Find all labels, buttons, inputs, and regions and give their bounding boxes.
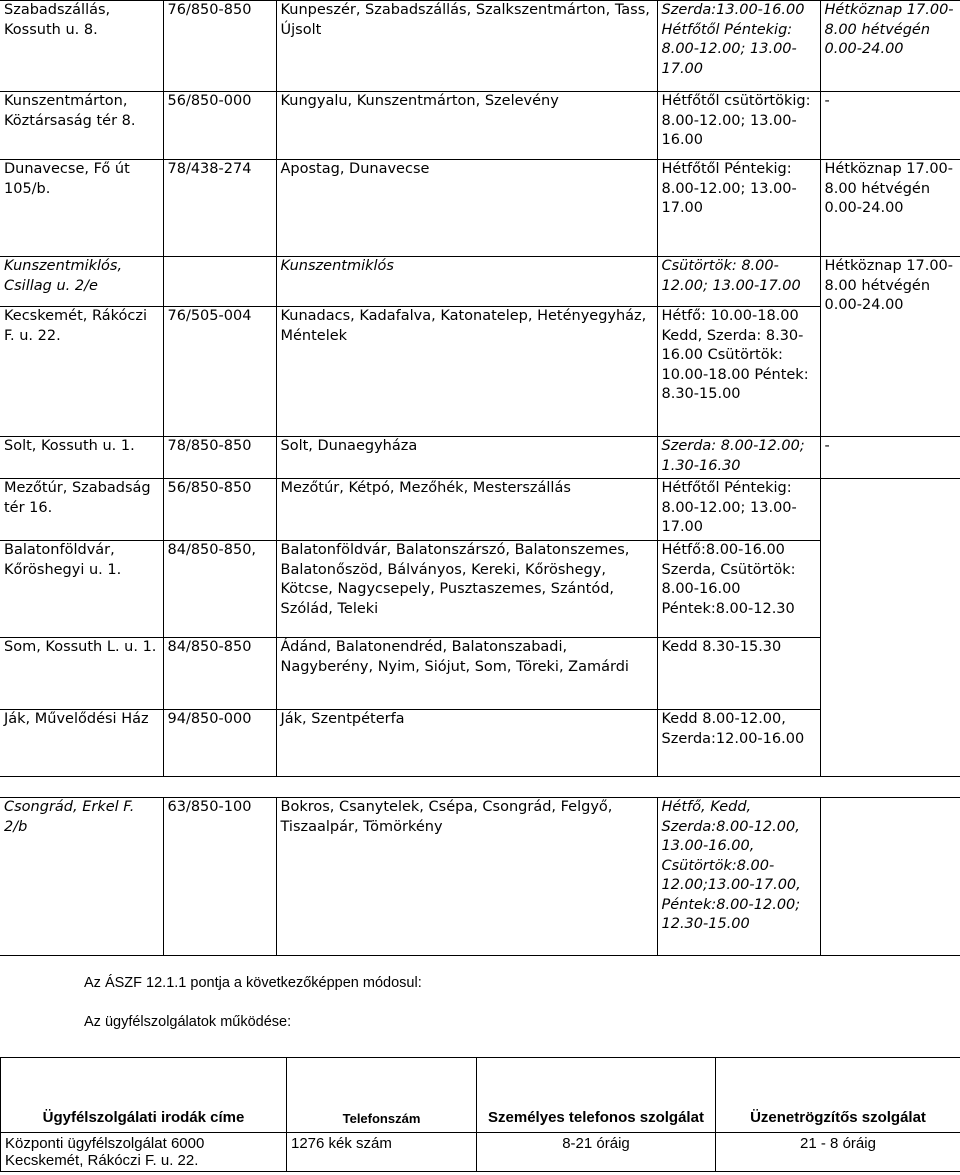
- note-operation: Az ügyfélszolgálatok működése:: [84, 1014, 292, 1030]
- office-address: Mezőtúr, Szabadság tér 16.: [0, 479, 163, 541]
- office-settlements: Solt, Dunaegyháza: [276, 437, 657, 479]
- office-settlements: Apostag, Dunavecse: [276, 160, 657, 257]
- office-address: Kunszentmiklós, Csillag u. 2/e: [0, 257, 163, 307]
- office-address: Kunszentmárton, Köztársaság tér 8.: [0, 92, 163, 160]
- column-header-answering: Üzenetrögzítős szolgálat: [716, 1058, 960, 1133]
- office-hours: Hétfő:8.00-16.00 Szerda, Csütörtök: 8.00-16.00 Péntek:8.00-12.30: [657, 541, 820, 638]
- office-address: Balatonföldvár, Kőröshegyi u. 1.: [0, 541, 163, 638]
- table-row: [0, 437, 960, 479]
- office-hours: Szerda: 8.00-12.00; 1.30-16.30: [657, 437, 820, 479]
- office-settlements: Kunadacs, Kadafalva, Katonatelep, Hetényegyház, Méntelek: [276, 307, 657, 437]
- office-code: 78/850-850: [163, 437, 276, 479]
- office-address: Kecskemét, Rákóczi F. u. 22.: [0, 307, 163, 437]
- office-hours: Hétfőtől Péntekig: 8.00-12.00; 13.00-17.00: [657, 479, 820, 541]
- table-row: [0, 710, 960, 777]
- spacer: [0, 777, 960, 798]
- office-settlements: Balatonföldvár, Balatonszárszó, Balatonszemes, Balatonőszöd, Bálványos, Kereki, Kőröshegy, Kötcse, Nagycsepely, Pusztaszemes, Szántód, Szólád, Teleki: [276, 541, 657, 638]
- office-code: 84/850-850,: [163, 541, 276, 638]
- office-code: 94/850-000: [163, 710, 276, 777]
- office-settlements: Bokros, Csanytelek, Csépa, Csongrád, Felgyő, Tiszaalpár, Tömörkény: [276, 798, 657, 956]
- office-code: 76/850-850: [163, 1, 276, 92]
- office-phone-hours: [820, 798, 960, 956]
- table-row: [0, 798, 960, 956]
- office-phone-hours: Hétköznap 17.00- 8.00 hétvégén 0.00-24.00: [820, 1, 960, 92]
- office-code: 76/505-004: [163, 307, 276, 437]
- office-code: [163, 257, 276, 307]
- office-settlements: Ádánd, Balatonendréd, Balatonszabadi, Nagyberény, Nyim, Siójut, Som, Töreki, Zamárdi: [276, 638, 657, 710]
- table-row: [0, 479, 960, 541]
- office-code: 56/850-000: [163, 92, 276, 160]
- column-header-personal-phone: Személyes telefonos szolgálat: [477, 1058, 716, 1133]
- office-settlements: Kunpeszér, Szabadszállás, Szalkszentmárton, Tass, Újsolt: [276, 1, 657, 92]
- table-row: [1, 1133, 960, 1172]
- office-address: Som, Kossuth L. u. 1.: [0, 638, 163, 710]
- office-hours: Kedd 8.00-12.00, Szerda:12.00-16.00: [657, 710, 820, 777]
- office-code: 63/850-100: [163, 798, 276, 956]
- table-row: [0, 638, 960, 710]
- office-phone-hours: Hétköznap 17.00- 8.00 hétvégén 0.00-24.00: [820, 160, 960, 257]
- table-row: [0, 307, 960, 437]
- spacer-row: [0, 777, 960, 798]
- office-hours: Hétfő: 10.00-18.00 Kedd, Szerda: 8.30-16.00 Csütörtök: 10.00-18.00 Péntek: 8.30-15.00: [657, 307, 820, 437]
- column-header-phone: Telefonszám: [287, 1058, 477, 1133]
- office-settlements: Kunszentmiklós: [276, 257, 657, 307]
- table-row: [0, 160, 960, 257]
- phone-number: 1276 kék szám: [287, 1133, 477, 1172]
- office-address: Központi ügyfélszolgálat 6000 Kecskemét, Rákóczi F. u. 22.: [1, 1133, 287, 1172]
- table-row: [0, 1, 960, 92]
- office-hours: Kedd 8.30-15.30: [657, 638, 820, 710]
- office-address: Ják, Művelődési Ház: [0, 710, 163, 777]
- office-hours: Szerda:13.00-16.00 Hétfőtől Péntekig: 8.00-12.00; 13.00-17.00: [657, 1, 820, 92]
- office-settlements: Mezőtúr, Kétpó, Mezőhék, Mesterszállás: [276, 479, 657, 541]
- office-address: Csongrád, Erkel F. 2/b: [0, 798, 163, 956]
- office-address: Szabadszállás, Kossuth u. 8.: [0, 1, 163, 92]
- answering-service-hours: 21 - 8 óráig: [716, 1133, 960, 1172]
- office-hours: Hétfőtől csütörtökig: 8.00-12.00; 13.00-16.00: [657, 92, 820, 160]
- table-row: [0, 541, 960, 638]
- office-code: 84/850-850: [163, 638, 276, 710]
- note-amendment: Az ÁSZF 12.1.1 pontja a következőképpen módosul:: [84, 975, 422, 991]
- office-phone-hours: -: [820, 92, 960, 160]
- column-header-address: Ügyfélszolgálati irodák címe: [1, 1058, 287, 1133]
- customer-service-table: [0, 1057, 960, 1172]
- office-phone-hours: [820, 479, 960, 777]
- personal-service-hours: 8-21 óráig: [477, 1133, 716, 1172]
- office-phone-hours: -: [820, 437, 960, 479]
- office-hours: Csütörtök: 8.00-12.00; 13.00-17.00: [657, 257, 820, 307]
- office-code: 78/438-274: [163, 160, 276, 257]
- table-row: [0, 257, 960, 307]
- table-row: [0, 92, 960, 160]
- office-hours: Hétfőtől Péntekig: 8.00-12.00; 13.00-17.00: [657, 160, 820, 257]
- office-code: 56/850-850: [163, 479, 276, 541]
- office-phone-hours: Hétköznap 17.00- 8.00 hétvégén 0.00-24.00: [820, 257, 960, 437]
- office-address: Dunavecse, Fő út 105/b.: [0, 160, 163, 257]
- office-settlements: Kungyalu, Kunszentmárton, Szelevény: [276, 92, 657, 160]
- office-settlements: Ják, Szentpéterfa: [276, 710, 657, 777]
- office-address: Solt, Kossuth u. 1.: [0, 437, 163, 479]
- table-header-row: [1, 1058, 960, 1133]
- office-hours: Hétfő, Kedd, Szerda:8.00-12.00, 13.00-16.00, Csütörtök:8.00-12.00;13.00-17.00, Péntek:8.00-12.00; 12.30-15.00: [657, 798, 820, 956]
